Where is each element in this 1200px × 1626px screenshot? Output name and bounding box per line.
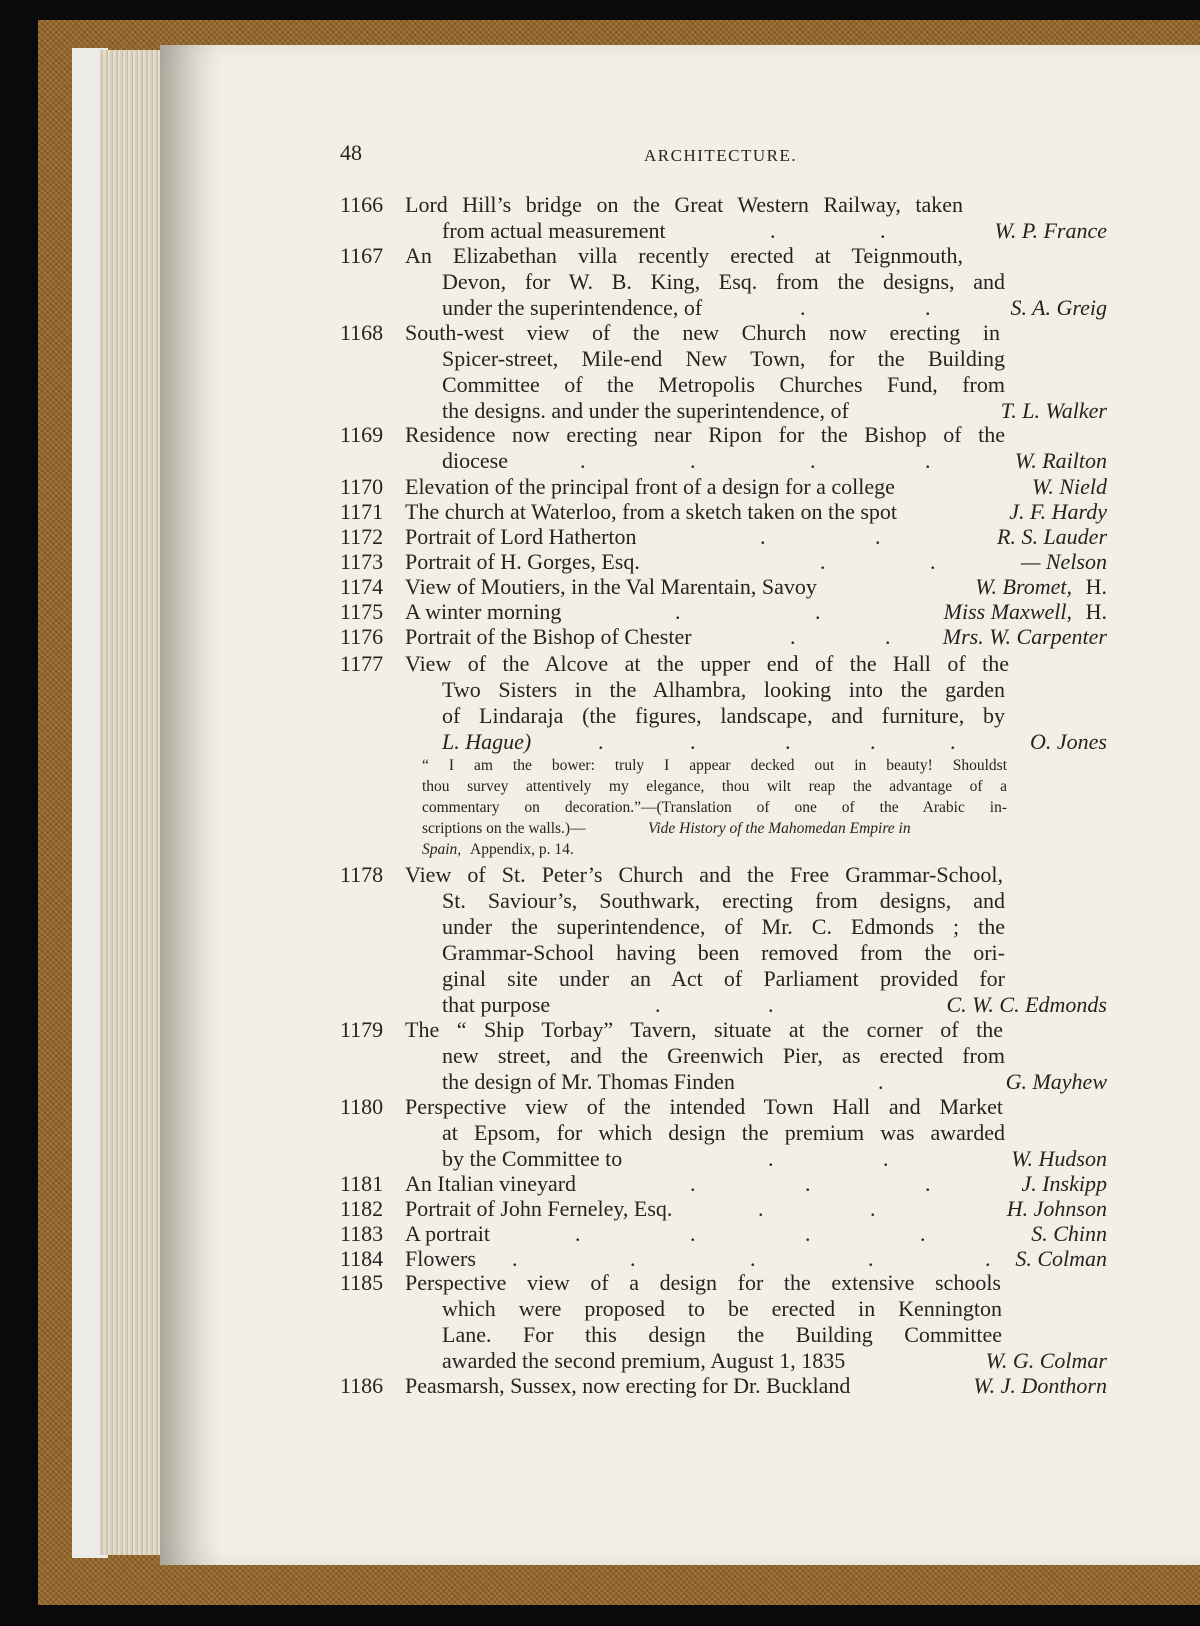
entry-line: by the Committee to . . W. Hudson — [442, 1146, 1107, 1171]
quotation-note — [0, 819, 1200, 839]
catalogue-entry-1172: 1172 Portrait of Lord Hatherton . . R. S. Lauder — [340, 524, 1107, 549]
page-number: 48 — [340, 140, 362, 165]
entry-number: 1183 — [340, 1221, 384, 1246]
entry-title-line: the design of Mr. Thomas Finden — [442, 1069, 735, 1094]
entry-number: 1166 — [340, 192, 384, 217]
entry-title-line: from actual measurement — [442, 218, 666, 243]
artist-name: H. Johnson — [1006, 1196, 1107, 1221]
artist-name: S. A. Greig — [1010, 295, 1107, 320]
entry-number: 1167 — [340, 243, 384, 268]
entry-title-line: Perspective view of the intended Town Hall and Market — [405, 1094, 1003, 1119]
catalogue-entry-1171 — [0, 499, 1200, 525]
entry-title-line: Spicer-street, Mile-end New Town, for the Building — [442, 346, 1005, 371]
entry-line — [0, 888, 1200, 914]
catalogue-entry-1186 — [0, 1373, 1200, 1399]
entry-title-line: Portrait of John Ferneley, Esq. — [405, 1196, 673, 1221]
entry-title-line: Grammar-School having been removed from the ori- — [442, 940, 1005, 965]
catalogue-entry-1185 — [0, 1270, 1200, 1296]
entry-number: 1168 — [340, 320, 384, 345]
artist-name: W. Railton — [1014, 448, 1107, 473]
entry-line — [0, 914, 1200, 940]
catalogue-entry-1168 — [0, 320, 1200, 346]
entry-title-line: A winter morning — [405, 599, 562, 624]
entry-title-line: Flowers — [405, 1246, 476, 1271]
entry-title-line: Elevation of the principal front of a design for a college — [405, 474, 895, 499]
catalogue-entry-1167 — [0, 243, 1200, 269]
running-head: ARCHITECTURE. — [644, 146, 798, 165]
catalogue-entry-1179 — [0, 1017, 1200, 1043]
catalogue-entry-1181: 1181 An Italian vineyard . . . J. Inskipp — [340, 1171, 1107, 1196]
entry-number: 1186 — [340, 1373, 384, 1398]
note-line-italic: Vide History of the Mahomedan Empire in — [648, 820, 911, 837]
artist-name: Miss Maxwell, — [943, 599, 1072, 624]
entry-line — [0, 1043, 1200, 1069]
artist-name: J. Inskipp — [1021, 1171, 1107, 1196]
entry-title-line: The “ Ship Torbay” Tavern, situate at the corner of the — [405, 1017, 1003, 1042]
entry-number: 1184 — [340, 1246, 384, 1271]
entry-line — [0, 372, 1200, 398]
catalogue-entry-1182: 1182 Portrait of John Ferneley, Esq. . . H. Johnson — [340, 1196, 1107, 1221]
entry-number: 1182 — [340, 1196, 384, 1221]
entry-line: that purpose . . C. W. C. Edmonds — [442, 992, 1107, 1017]
entry-number: 1179 — [340, 1017, 384, 1042]
entry-title-line: Two Sisters in the Alhambra, looking into the garden — [442, 677, 1005, 702]
entry-title-line: under the superintendence, of — [442, 295, 703, 320]
entry-line — [0, 1322, 1200, 1348]
entry-title-line: awarded the second premium, August 1, 1835 — [442, 1348, 846, 1373]
catalogue-entry-1169 — [0, 422, 1200, 448]
catalogue-entry-1176: 1176 Portrait of the Bishop of Chester . . Mrs. W. Carpenter — [340, 624, 1107, 649]
artist-name: Mrs. W. Carpenter — [942, 624, 1107, 649]
entry-title-line: at Epsom, for which design the premium was awarded — [442, 1120, 1005, 1145]
catalogue-entry-1180 — [0, 1094, 1200, 1120]
entry-title-line: Perspective view of a design for the extensive schools — [405, 1270, 1001, 1295]
entry-number: 1176 — [340, 624, 384, 649]
artist-name: W. Bromet, — [975, 574, 1072, 599]
entry-title-line: St. Saviour’s, Southwark, erecting from designs, and — [442, 888, 1005, 913]
note-line: thou survey attentively my elegance, thou wilt reap the advantage of a — [422, 778, 1007, 795]
entry-number: 1181 — [340, 1171, 384, 1196]
entry-title-line: Portrait of Lord Hatherton — [405, 524, 637, 549]
artist-name: S. Chinn — [1031, 1221, 1107, 1246]
catalogue-entry-1183: 1183 A portrait . . . . S. Chinn — [340, 1221, 1107, 1246]
artist-name: S. Colman — [1015, 1246, 1107, 1271]
note-line: Appendix, p. 14. — [470, 841, 574, 858]
entry-line: under the superintendence, of . . S. A. Greig — [442, 295, 1107, 320]
entry-line: from actual measurement . . W. P. France — [442, 218, 1107, 243]
entry-title-line: of Lindaraja (the figures, landscape, and furniture, by — [442, 703, 1005, 728]
entry-title-line: Portrait of the Bishop of Chester — [405, 624, 692, 649]
entry-number: 1174 — [340, 574, 384, 599]
artist-name: T. L. Walker — [1000, 398, 1107, 423]
artist-name: O. Jones — [1030, 729, 1107, 754]
entry-title-line: Peasmarsh, Sussex, now erecting for Dr. Buckland — [405, 1373, 851, 1398]
entry-line — [0, 269, 1200, 295]
honorary-mark: H. — [1085, 599, 1107, 624]
entry-line — [0, 398, 1200, 424]
artist-name: C. W. C. Edmonds — [946, 992, 1107, 1017]
entry-line: L. Hague) . . . . . O. Jones — [442, 729, 1107, 754]
note-line-italic: Spain, — [422, 841, 462, 858]
catalogue-entry-1178 — [0, 862, 1200, 888]
entry-title-line: that purpose — [442, 992, 551, 1017]
entry-title-line: An Elizabethan villa recently erected at Teignmouth, — [405, 243, 963, 268]
quotation-note — [0, 798, 1200, 818]
entry-line — [0, 940, 1200, 966]
entry-title-line: View of St. Peter’s Church and the Free Grammar-School, — [405, 862, 1003, 887]
entry-number: 1173 — [340, 549, 384, 574]
entry-number: 1169 — [340, 422, 384, 447]
catalogue-entry-1175: 1175 A winter morning . . Miss Maxwell, H. — [340, 599, 1107, 624]
entry-title-line: A portrait — [405, 1221, 490, 1246]
entry-line — [0, 1120, 1200, 1146]
artist-name: W. G. Colmar — [985, 1348, 1107, 1373]
entry-line: diocese . . . . W. Railton — [442, 448, 1107, 473]
artist-name: W. Nield — [1032, 474, 1107, 499]
catalogue-entry-1177 — [0, 651, 1200, 677]
note-line: “ I am the bower: truly I appear decked out in beauty! Shouldst — [422, 757, 1007, 774]
entry-title-line: diocese — [442, 448, 508, 473]
artist-name: W. J. Donthorn — [973, 1373, 1107, 1398]
entry-line — [0, 346, 1200, 372]
entry-title-line: ginal site under an Act of Parliament provided for — [442, 966, 1005, 991]
artist-name: G. Mayhew — [1005, 1069, 1107, 1094]
entry-line — [0, 966, 1200, 992]
entry-title-line: View of Moutiers, in the Val Marentain, Savoy — [405, 574, 817, 599]
entry-title-line: Devon, for W. B. King, Esq. from the designs, and — [442, 269, 1005, 294]
catalogue-entry-1166 — [0, 192, 1200, 218]
entry-title-line: Lane. For this design the Building Committee — [442, 1322, 1002, 1347]
entry-line — [0, 703, 1200, 729]
entry-number: 1175 — [340, 599, 384, 624]
entry-line — [0, 677, 1200, 703]
entry-number: 1178 — [340, 862, 384, 887]
quotation-note — [0, 756, 1200, 776]
quotation-note — [0, 777, 1200, 797]
entry-title-line: by the Committee to — [442, 1146, 623, 1171]
entry-number: 1177 — [340, 651, 384, 676]
entry-title-line: Committee of the Metropolis Churches Fund, from — [442, 372, 1005, 397]
entry-title-line: which were proposed to be erected in Kennington — [442, 1296, 1002, 1321]
entry-number: 1185 — [340, 1270, 384, 1295]
artist-name: J. F. Hardy — [1009, 499, 1107, 524]
artist-name: R. S. Lauder — [997, 524, 1107, 549]
entry-line — [0, 1348, 1200, 1374]
entry-title-line: The church at Waterloo, from a sketch taken on the spot — [405, 499, 898, 524]
honorary-mark: H. — [1085, 574, 1107, 599]
entry-title-line: L. Hague) — [442, 729, 532, 754]
quotation-note — [0, 840, 1200, 860]
note-line: scriptions on the walls.)— — [422, 820, 586, 837]
entry-title-line: South-west view of the new Church now erecting in — [405, 320, 1000, 345]
entry-line: the design of Mr. Thomas Finden . G. Mayhew — [442, 1069, 1107, 1094]
entry-number: 1171 — [340, 499, 384, 524]
entry-title-line: Portrait of H. Gorges, Esq. — [405, 549, 640, 574]
artist-name: — Nelson — [1020, 549, 1107, 574]
note-line: commentary on decoration.”—(Translation of one of the Arabic in- — [422, 799, 1007, 816]
catalogue-entry-1174 — [0, 574, 1200, 600]
entry-title-line: under the superintendence, of Mr. C. Edmonds ; the — [442, 914, 1005, 939]
entry-title-line: An Italian vineyard — [405, 1171, 577, 1196]
entry-line — [0, 1296, 1200, 1322]
entry-number: 1180 — [340, 1094, 384, 1119]
entry-title-line: new street, and the Greenwich Pier, as erected from — [442, 1043, 1005, 1068]
catalogue-entry-1173: 1173 Portrait of H. Gorges, Esq. . . — Nelson — [340, 549, 1107, 574]
artist-name: W. Hudson — [1011, 1146, 1107, 1171]
catalogue-entry-1170 — [0, 474, 1200, 500]
entry-title-line: View of the Alcove at the upper end of the Hall of the — [405, 651, 1009, 676]
entry-number: 1172 — [340, 524, 384, 549]
entry-title-line: the designs. and under the superintendence, of — [442, 398, 849, 423]
entry-number: 1170 — [340, 474, 384, 499]
entry-title-line: Residence now erecting near Ripon for the Bishop of the — [405, 422, 1005, 447]
catalogue-entry-1184: 1184 Flowers . . . . . S. Colman — [340, 1246, 1107, 1271]
artist-name: W. P. France — [994, 218, 1107, 243]
entry-title-line: Lord Hill’s bridge on the Great Western Railway, taken — [405, 192, 963, 217]
